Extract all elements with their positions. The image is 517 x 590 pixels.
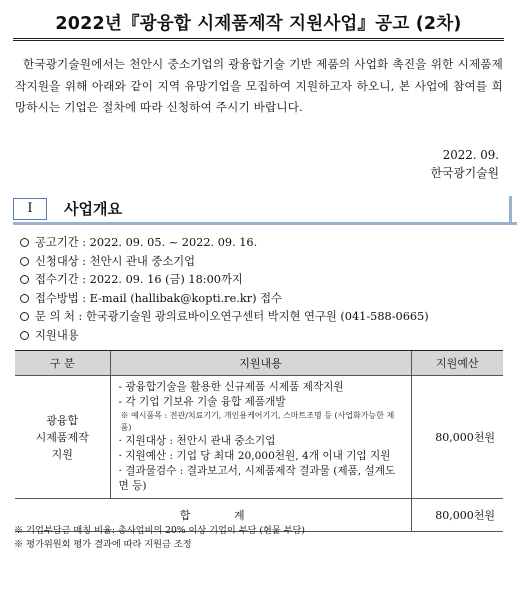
circle-bullet-icon: [20, 275, 29, 284]
info-label: 신청대상: [35, 254, 79, 268]
circle-bullet-icon: [20, 294, 29, 303]
footnote: ※ 평가위원회 평가 결과에 따라 지원금 조정: [14, 539, 192, 550]
content-line: - 각 기업 기보유 기술 융합 제품개발: [118, 396, 286, 408]
example-note: ※ 예시품목 : 전관/치료기기, 개인용케어기기, 스마트조명 등 (사업화가능한 제품): [120, 411, 395, 432]
section-title: 사업개요: [64, 200, 122, 218]
overview-list: [20, 234, 429, 345]
category-cell: [15, 376, 110, 499]
info-value: 한국광기술원 광의료바이오연구센터 박지현 연구원 (041-588-0665): [85, 310, 429, 323]
budget-cell: 80,000천원: [411, 376, 503, 499]
info-value: E-mail (hallibak@kopti.re.kr) 접수: [89, 291, 282, 305]
table-row: [15, 376, 503, 499]
circle-bullet-icon: [20, 238, 29, 247]
circle-bullet-icon: [20, 331, 29, 340]
content-line: - 광융합기술을 활용한 신규제품 시제품 제작지원: [118, 381, 344, 393]
announcing-organization: 한국광기술원: [430, 166, 499, 180]
info-row-period: 공고기간 : 2022. 09. 05. ~ 2022. 09. 16.: [20, 234, 429, 253]
info-row-support: [20, 327, 429, 346]
table-header: 지원내용: [110, 351, 411, 376]
info-value: 2022. 09. 16 (금) 18:00까지: [89, 273, 243, 286]
circle-bullet-icon: [20, 257, 29, 266]
category-line: 시제품제작: [35, 430, 89, 444]
announcement-date: 2022. 09.: [442, 148, 499, 162]
info-label: 문 의 처: [35, 310, 75, 323]
info-value: 2022. 09. 05. ~ 2022. 09. 16.: [89, 236, 258, 249]
info-row-target: 신청대상 : 천안시 관내 중소기업: [20, 253, 429, 272]
detail-line: · 결과물검수 : 결과보고서, 시제품제작 결과물 (제품, 설계도면 등): [118, 465, 396, 492]
info-label: 공고기간: [35, 236, 79, 249]
info-row-submission-period: 접수기간 : 2022. 09. 16 (금) 18:00까지: [20, 271, 429, 290]
info-label: 지원내용: [35, 328, 79, 342]
info-label: 접수방법: [35, 291, 79, 305]
info-row-submission-method: 접수방법 : E-mail (hallibak@kopti.re.kr) 접수: [20, 290, 429, 309]
detail-line: · 지원대상 : 천안시 관내 중소기업: [118, 435, 276, 447]
total-label: 합 계: [15, 499, 411, 532]
circle-bullet-icon: [20, 312, 29, 321]
category-line: 지원: [51, 447, 73, 461]
section-side-bar: [509, 196, 512, 224]
category-line: 광융합: [46, 413, 79, 427]
table-header: 지원예산: [411, 351, 503, 376]
footnote: ※ 기업부담금 매칭 비율: 총사업비의 20% 이상 기업이 부담 (현물 부담): [14, 525, 305, 536]
info-value: 천안시 관내 중소기업: [89, 254, 196, 268]
table-header: 구 분: [15, 351, 110, 376]
support-table: [15, 350, 503, 532]
intro-paragraph: 한국광기술원에서는 천안시 중소기업의 광융합기술 기반 제품의 사업화 촉진을 위한 시제품제작지원을 위해 아래와 같이 지역 유망기업을 모집하여 지원하고자 하오니, 본 사업에 참여를 희망하시는 기업은 절차에 따라 신청하여 주시기 바랍니다.: [15, 57, 503, 114]
detail-line: · 지원예산 : 기업 당 최대 20,000천원, 4개 이내 기업 지원: [118, 450, 391, 462]
page-title: 2022년『광융합 시제품제작 지원사업』공고 (2차): [55, 14, 462, 34]
section-number: I: [13, 198, 47, 220]
section-underline: [13, 222, 517, 225]
content-cell: [110, 376, 411, 499]
info-row-contact: 문 의 처 : 한국광기술원 광의료바이오연구센터 박지현 연구원 (041-588-0665): [20, 308, 429, 327]
info-label: 접수기간: [35, 273, 79, 286]
table-header-row: [15, 351, 503, 376]
title-divider: [13, 38, 504, 41]
total-budget: 80,000천원: [411, 499, 503, 532]
footnotes: [14, 524, 305, 552]
